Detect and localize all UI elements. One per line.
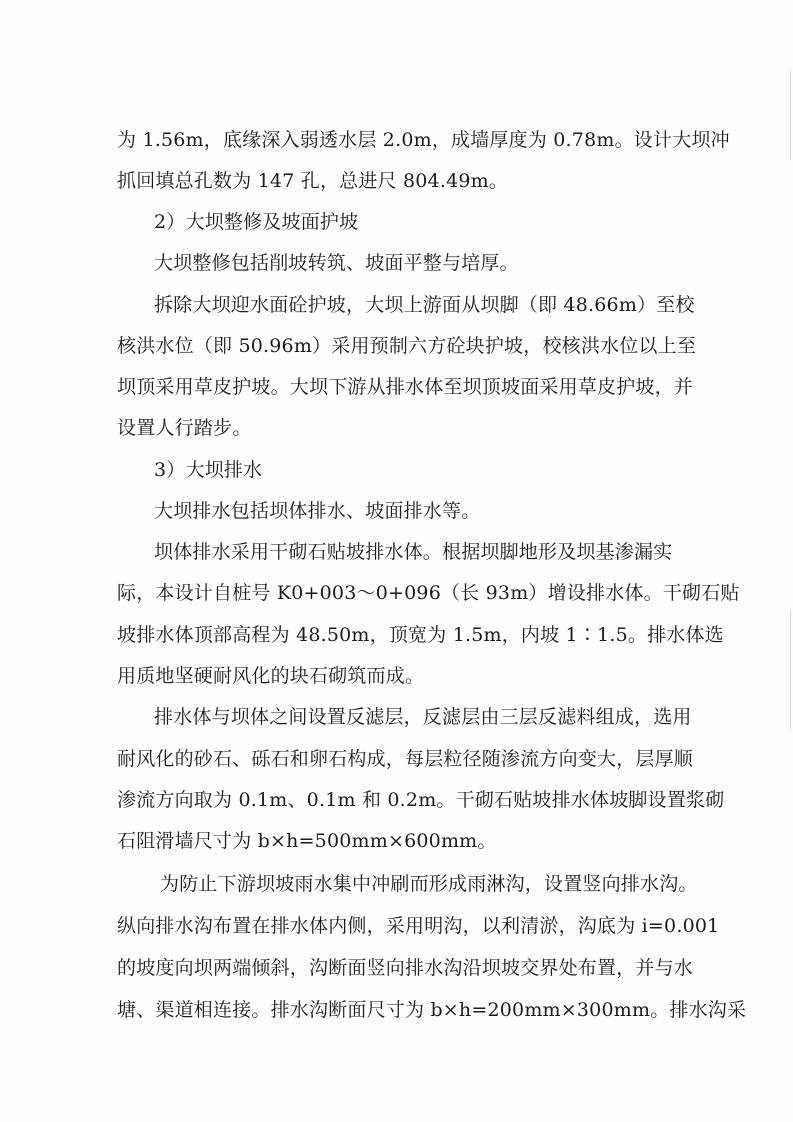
paragraph-first-line: 大坝排水包括坝体排水、坡面排水等。 — [154, 500, 481, 522]
text-line: 设置人行踏步。 — [117, 417, 252, 439]
paragraph-first-line: 坝体排水采用干砌石贴坡排水体。根据坝脚地形及坝基渗漏实 — [154, 541, 673, 563]
section-heading: 2）大坝整修及坡面护坡 — [154, 211, 359, 233]
paragraph-first-line: 为防止下游坝坡雨水集中冲刷而形成雨淋沟，设置竖向排水沟。 — [160, 873, 698, 895]
text-line: 抓回填总孔数为 147 孔，总进尺 804.49m。 — [117, 170, 509, 192]
text-line: 的坡度向坝两端倾斜，沟断面竖向排水沟沿坝坡交界处布置，并与水 — [117, 957, 694, 979]
text-line: 塘、渠道相连接。排水沟断面尺寸为 b×h=200mm×300mm。排水沟采 — [117, 999, 747, 1021]
text-line: 为 1.56m，底缘深入弱透水层 2.0m，成墙厚度为 0.78m。设计大坝冲 — [117, 129, 730, 151]
text-line: 核洪水位（即 50.96m）采用预制六方砼块护坡，校核洪水位以上至 — [117, 335, 697, 357]
section-heading: 3）大坝排水 — [154, 459, 263, 481]
paragraph-first-line: 拆除大坝迎水面砼护坡，大坝上游面从坝脚（即 48.66m）至校 — [154, 294, 695, 316]
paragraph-first-line: 大坝整修包括削坡转筑、坡面平整与培厚。 — [154, 252, 519, 274]
text-line: 渗流方向取为 0.1m、0.1m 和 0.2m。干砌石贴坡排水体坡脚设置浆砌 — [117, 789, 725, 811]
text-line: 用质地坚硬耐风化的块石砌筑而成。 — [117, 665, 425, 687]
text-line: 石阻滑墙尺寸为 b×h=500mm×600mm。 — [117, 830, 497, 852]
text-line: 坝顶采用草皮护坡。大坝下游从排水体至坝顶坡面采用草皮护坡，并 — [117, 376, 694, 398]
paragraph-first-line: 排水体与坝体之间设置反滤层，反滤层由三层反滤料组成，选用 — [154, 706, 692, 728]
text-line: 际，本设计自桩号 K0+003～0+096（长 93m）增设排水体。干砌石贴 — [117, 582, 740, 604]
text-line: 坡排水体顶部高程为 48.50m，顶宽为 1.5m，内坡 1∶1.5。排水体选 — [117, 624, 724, 646]
text-line: 纵向排水沟布置在排水体内侧，采用明沟，以利清淤，沟底为 i=0.001 — [117, 915, 720, 937]
text-line: 耐风化的砂石、砾石和卵石构成，每层粒径随渗流方向变大，层厚顺 — [117, 748, 694, 770]
